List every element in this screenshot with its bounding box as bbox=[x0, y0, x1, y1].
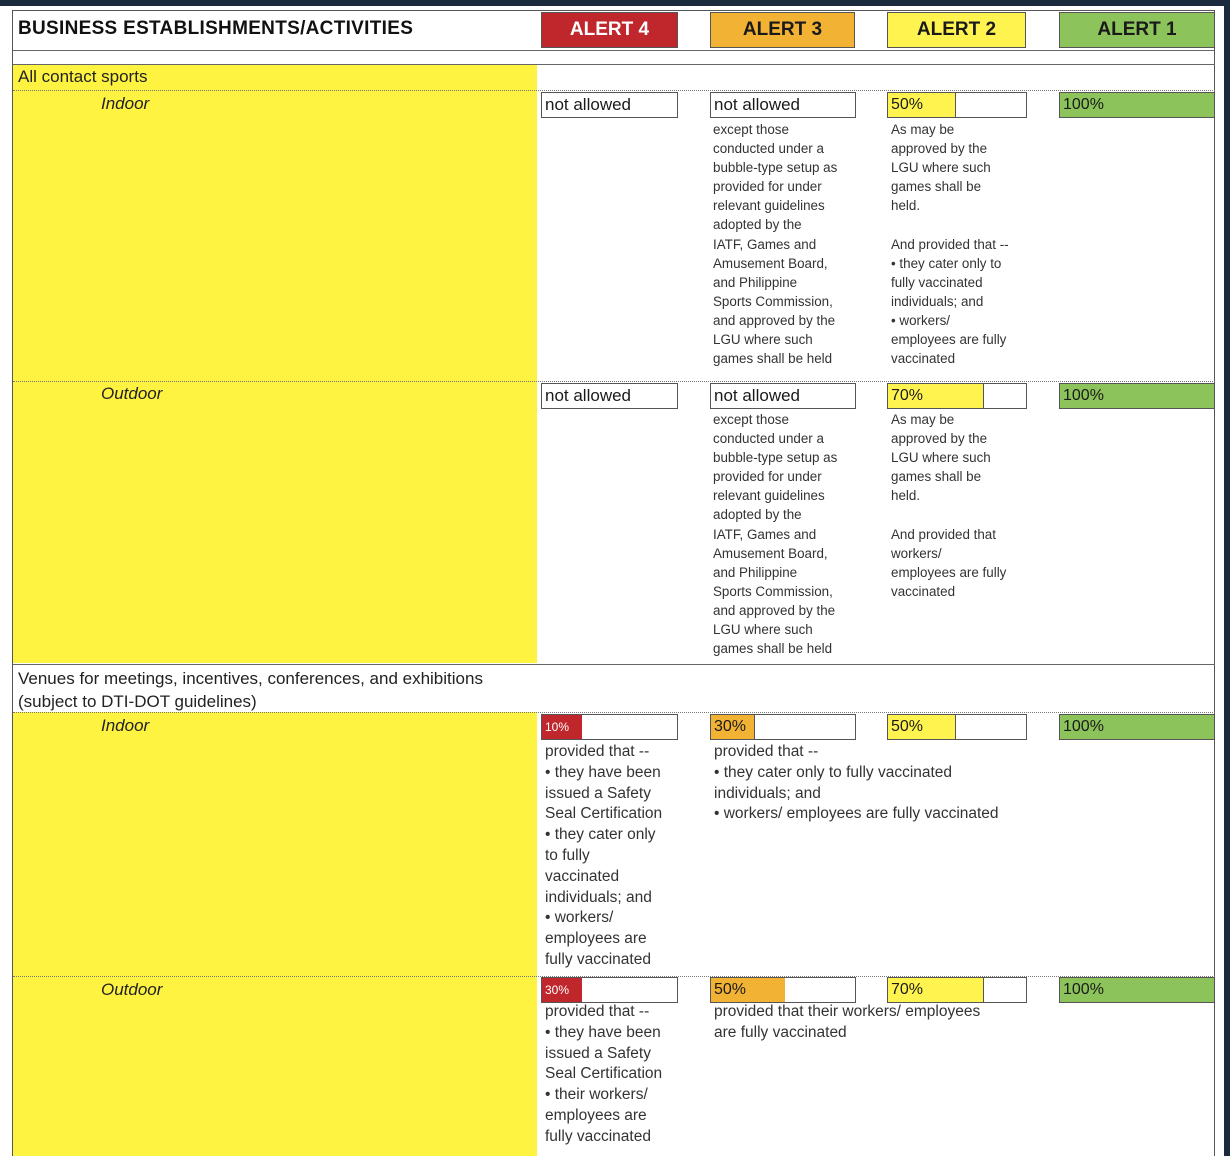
cell-alert2-value: 70% bbox=[887, 977, 1027, 1003]
cell-alert3-note: provided that their workers/ employees are fully vaccinated bbox=[714, 1003, 981, 1041]
row-label-outdoor: Outdoor bbox=[101, 980, 163, 999]
window-right-border bbox=[1224, 0, 1230, 1156]
cell-alert2-value: 50% bbox=[887, 714, 1027, 740]
cell-alert4-value: 10% bbox=[541, 714, 678, 740]
cell-alert2-value: 50% bbox=[887, 92, 1027, 118]
cell-alert3-value: not allowed bbox=[710, 92, 856, 118]
category-column-section-1 bbox=[13, 65, 537, 663]
table-title: BUSINESS ESTABLISHMENTS/ACTIVITIES bbox=[18, 18, 414, 39]
row-label-indoor: Indoor bbox=[101, 716, 150, 735]
cell-alert4-value: not allowed bbox=[541, 383, 678, 409]
cell-alert2-note: As may be approved by the LGU where such games shall be held. And provided that workers/ employees are fully vaccinated bbox=[891, 412, 1007, 599]
category-column-section-2 bbox=[13, 712, 537, 1156]
alert-2-header: ALERT 2 bbox=[887, 12, 1026, 48]
row-divider bbox=[13, 712, 1215, 713]
cell-alert3-note: except those conducted under a bubble-type setup as provided for under relevant guidelines adopted by the IATF, Games and Amusement Board, and Philippine Sports Commission, and approved by the LGU where such games shall be held bbox=[713, 412, 838, 657]
row-divider bbox=[13, 90, 1215, 91]
cell-alert4-note: provided that -- • they have been issued a Safety Seal Certification • their workers/ employees are fully vaccinated bbox=[545, 1003, 663, 1145]
row-label-indoor: Indoor bbox=[101, 94, 150, 113]
cell-alert1-value: 100% bbox=[1059, 92, 1215, 118]
cell-alert1-value: 100% bbox=[1059, 977, 1215, 1003]
cell-alert1-value: 100% bbox=[1059, 383, 1215, 409]
cell-alert1-value: 100% bbox=[1059, 714, 1215, 740]
cell-alert4-value: 30% bbox=[541, 977, 678, 1003]
cell-alert3-note: provided that -- • they cater only to fully vaccinated individuals; and • workers/ employees are fully vaccinated bbox=[714, 743, 999, 823]
alert-1-header: ALERT 1 bbox=[1059, 12, 1215, 48]
alert-4-header: ALERT 4 bbox=[541, 12, 678, 48]
section-title-mice-venues: Venues for meetings, incentives, conferences, and exhibitions (subject to DTI-DOT guidelines) bbox=[18, 669, 483, 711]
section-title-contact-sports: All contact sports bbox=[18, 67, 148, 86]
header-divider bbox=[13, 50, 1215, 51]
row-label-outdoor: Outdoor bbox=[101, 384, 163, 403]
cell-alert4-note: provided that -- • they have been issued a Safety Seal Certification • they cater only to fully vaccinated individuals; and • workers/ employees are fully vaccinated bbox=[545, 743, 663, 968]
row-divider bbox=[13, 381, 1215, 382]
alert-3-header: ALERT 3 bbox=[710, 12, 855, 48]
cell-alert2-value: 70% bbox=[887, 383, 1027, 409]
cell-alert2-note: As may be approved by the LGU where such games shall be held. And provided that -- • they cater only to fully vaccinated individuals; and • workers/ employees are fully vaccinated bbox=[891, 122, 1009, 367]
cell-alert4-value: not allowed bbox=[541, 92, 678, 118]
cell-alert3-value: 50% bbox=[710, 977, 856, 1003]
cell-alert3-note: except those conducted under a bubble-type setup as provided for under relevant guidelines adopted by the IATF, Games and Amusement Board, and Philippine Sports Commission, and approved by the LGU where such games shall be held bbox=[713, 122, 838, 367]
window-top-border bbox=[0, 0, 1230, 6]
cell-alert3-value: 30% bbox=[710, 714, 856, 740]
section-divider bbox=[13, 664, 1215, 665]
cell-alert3-value: not allowed bbox=[710, 383, 856, 409]
